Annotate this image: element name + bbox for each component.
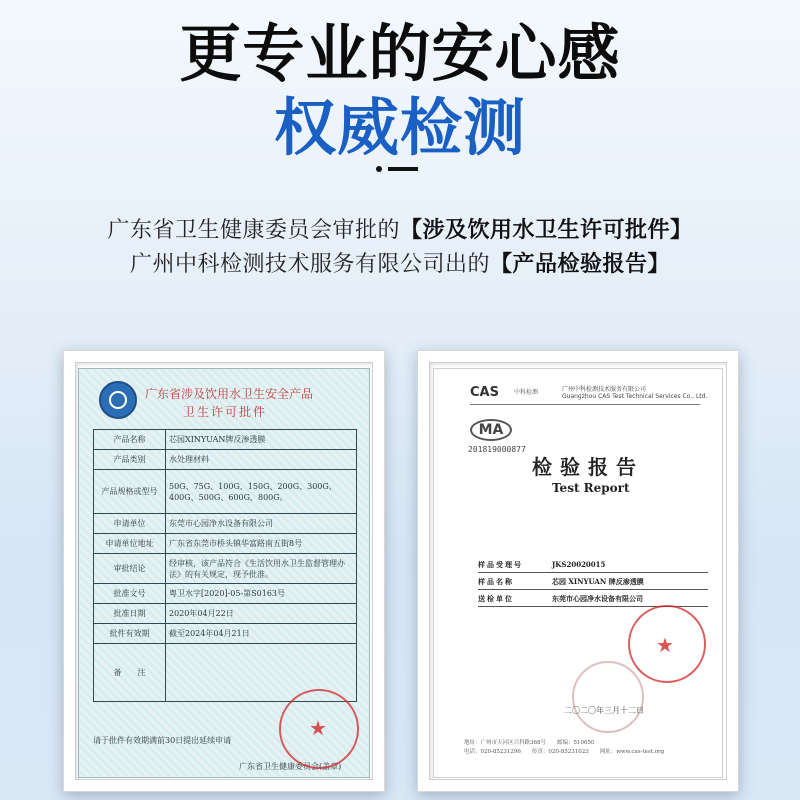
report-info-row: [478, 590, 708, 607]
certificate-row-value: 粤卫水字[2020]-05-第S0163号: [166, 584, 357, 604]
report-info-row: [478, 573, 708, 590]
report-info-key: 送检单位: [478, 594, 514, 603]
certificate-row-value: 截至2024年04月21日: [166, 624, 357, 644]
report-header-divider: [470, 404, 700, 405]
health-commission-emblem-icon: [99, 381, 137, 419]
cas-logo-cn: 中科检测: [514, 389, 539, 396]
certificate-table: [93, 429, 357, 702]
headline-secondary: 权威检测: [273, 91, 526, 164]
report-info-key: 样品名称: [478, 577, 514, 586]
certificate-row: [94, 534, 357, 554]
description-line-1-bold: 【涉及饮用水卫生许可批件】: [400, 218, 693, 243]
report-info-value: 芯园 XINYUAN 牌反渗透膜: [552, 577, 644, 586]
certificate-row-key: 备 注: [94, 644, 166, 702]
cas-logo: CAS: [470, 385, 499, 400]
certificate-row-key: 产品名称: [94, 430, 166, 450]
report-stamp-star-icon: ★: [656, 633, 674, 657]
certificate-row: [94, 604, 357, 624]
description-line-1-prefix: 广东省卫生健康委员会审批的: [107, 218, 400, 243]
certificate-row: [94, 624, 357, 644]
certificate-row-key: 批件有效期: [94, 624, 166, 644]
cma-number: 201819000877: [468, 445, 526, 454]
certificate-issuer: 广东省卫生健康委员会(盖章): [239, 762, 342, 771]
certificate-row-key: 批准文号: [94, 584, 166, 604]
report-info-rows: [478, 556, 708, 607]
certificate-subtitle: 卫生许可批件: [183, 405, 268, 419]
certificate-row-key: 申请单位: [94, 514, 166, 534]
certificate-row-key: 申请单位地址: [94, 534, 166, 554]
certificate-row: [94, 470, 357, 514]
certificate-row-value: 50G、75G、100G、150G、200G、300G、400G、500G、600G、800G。: [166, 470, 357, 514]
certificate-row-key: 产品规格或型号: [94, 470, 166, 514]
report-date: 二〇二〇年三月十二日: [564, 706, 644, 715]
divider-dash: [388, 167, 418, 171]
report-org-en: Guangzhou CAS Test Technical Services Co., Ltd.: [562, 393, 708, 400]
stamp-star-icon: ★: [309, 716, 327, 740]
divider-decoration: [376, 166, 418, 172]
report-footer: [464, 739, 664, 757]
report-info-key: 样品受理号: [478, 560, 523, 569]
description-line-2: [0, 247, 800, 278]
certificate-row-key: 批准日期: [94, 604, 166, 624]
certificate-row-value: 东莞市心园净水设备有限公司: [166, 514, 357, 534]
certificate-row-value: 2020年04月22日: [166, 604, 357, 624]
report-footer-contact: 电话：020-85231296 传真：020-85231023 网址：www.cas-test.org: [464, 749, 665, 755]
test-report-document: [433, 368, 723, 778]
certificate-row-key: 审批结论: [94, 554, 166, 584]
certificate-row: [94, 514, 357, 534]
cma-mark-icon: MA: [470, 419, 512, 441]
certificate-row-value: 芯园XINYUAN牌反渗透膜: [166, 430, 357, 450]
report-info-row: [478, 556, 708, 573]
certificate-row-key: 产品类别: [94, 450, 166, 470]
report-title-en: Test Report: [552, 481, 630, 495]
certificate-row: [94, 554, 357, 584]
description-line-2-bold: 【产品检验报告】: [490, 252, 671, 277]
certificate-row-value: 广东省东莞市桥头镇华富路南五街8号: [166, 534, 357, 554]
report-info-value: 东莞市心园净水设备有限公司: [552, 594, 643, 603]
description-line-1: [0, 213, 800, 244]
hygiene-permit-certificate: [78, 368, 370, 778]
headline-primary: 更专业的安心感: [179, 17, 621, 90]
divider-dot: [376, 166, 382, 172]
certificate-row-value: 经审核，该产品符合《生活饮用水卫生监督管理办法》的有关规定，现予批准。: [166, 554, 357, 584]
report-title-cn: 检验报告: [532, 455, 644, 479]
certificate-row: [94, 430, 357, 450]
report-footer-address: 地址：广州市天河区兴科路368号 邮编：510650: [464, 740, 595, 746]
report-info-value: JKS20020015: [552, 560, 606, 569]
certificate-row: [94, 584, 357, 604]
report-org-cn: 广州中科检测技术服务有限公司: [562, 386, 647, 393]
report-faded-stamp: [572, 661, 644, 733]
certificate-row: [94, 450, 357, 470]
certificate-footer-note: 请于批件有效期满前30日提出延续申请: [93, 736, 232, 745]
certificate-row-value: 水处理材料: [166, 450, 357, 470]
description-line-2-prefix: 广州中科检测技术服务有限公司出的: [129, 252, 490, 277]
certificate-title: 广东省涉及饮用水卫生安全产品: [145, 387, 314, 401]
